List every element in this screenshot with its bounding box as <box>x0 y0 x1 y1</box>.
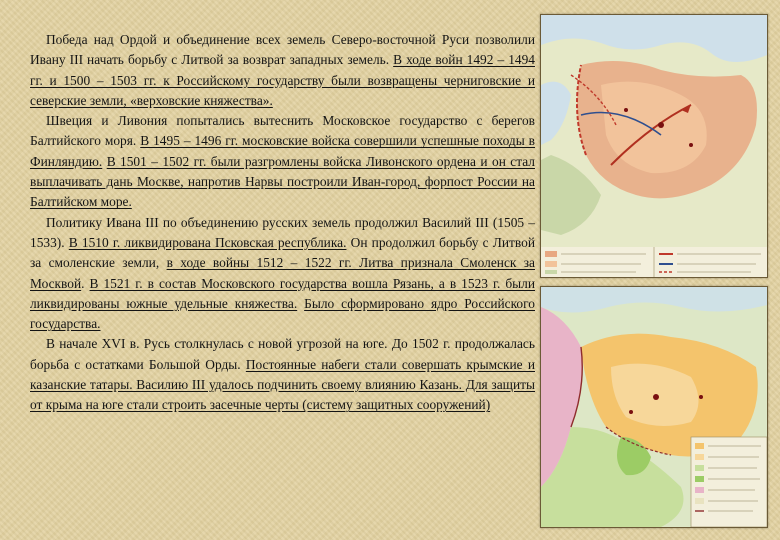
paragraph-2 <box>30 111 535 212</box>
underlined-text: Постоянные набеги стали совершать крымские и казанские татары. Василию III удалось подчинить своему влиянию Казань. Для защиты от крыма на юге стали строить засечные черты (систему защитных сооружений) <box>30 356 535 413</box>
underlined-text: В ходе войн 1492 – 1494 гг. и 1500 – 1503 гг. к Российскому государству были возвращены черниговские и северские земли, «верховские княжества». <box>30 52 535 108</box>
map-bottom-image <box>541 287 767 527</box>
map-russia-west-wars <box>540 14 768 278</box>
text-run: Политику Ивана III по объединению русских земель продолжил Василий III (1505 – 1533). <box>30 214 535 250</box>
underlined-text: В 1510 г. ликвидирована Псковская республика. <box>68 234 347 250</box>
paragraph-4 <box>30 334 535 415</box>
underlined-text: В 1501 – 1502 гг. были разгромлены войска Ливонского ордена и он стал выплачивать дань Москве, напротив Нарвы построили Иван-город, форпост России на Балтийском море. <box>30 153 535 210</box>
text-run: Он продолжил борьбу с Литвой за смоленские земли, <box>30 234 535 271</box>
main-text <box>30 30 535 416</box>
map-russian-state-formation <box>540 286 768 528</box>
paragraph-1 <box>30 30 535 111</box>
map-top-image <box>541 15 767 277</box>
text-run: Победа над Ордой и объединение всех земель Северо-восточной Руси позволили Ивану III начать борьбу с Литвой за возврат западных земель. <box>30 32 535 68</box>
underlined-text: Было сформировано ядро Российского государства. <box>30 295 535 332</box>
underlined-text: В 1495 – 1496 гг. московские войска совершили успешные походы в Финляндию. <box>30 133 535 169</box>
paragraph-3 <box>30 213 535 335</box>
text-run: В начале XVI в. Русь столкнулась с новой угрозой на юге. До 1502 г. продолжалась борьба с остатками Большой Орды. <box>30 336 535 372</box>
underlined-text: в ходе войны 1512 – 1522 гг. Литва признала Смоленск за Москвой <box>30 255 536 291</box>
text-run: Швеция и Ливония попытались вытеснить Московское государство с берегов Балтийского моря. <box>30 113 535 149</box>
text-run: . <box>81 275 90 291</box>
underlined-text: В 1521 г. в состав Московского государства вошла Рязань, а в 1523 г. были ликвидированы южные удельные княжества. <box>30 275 535 311</box>
